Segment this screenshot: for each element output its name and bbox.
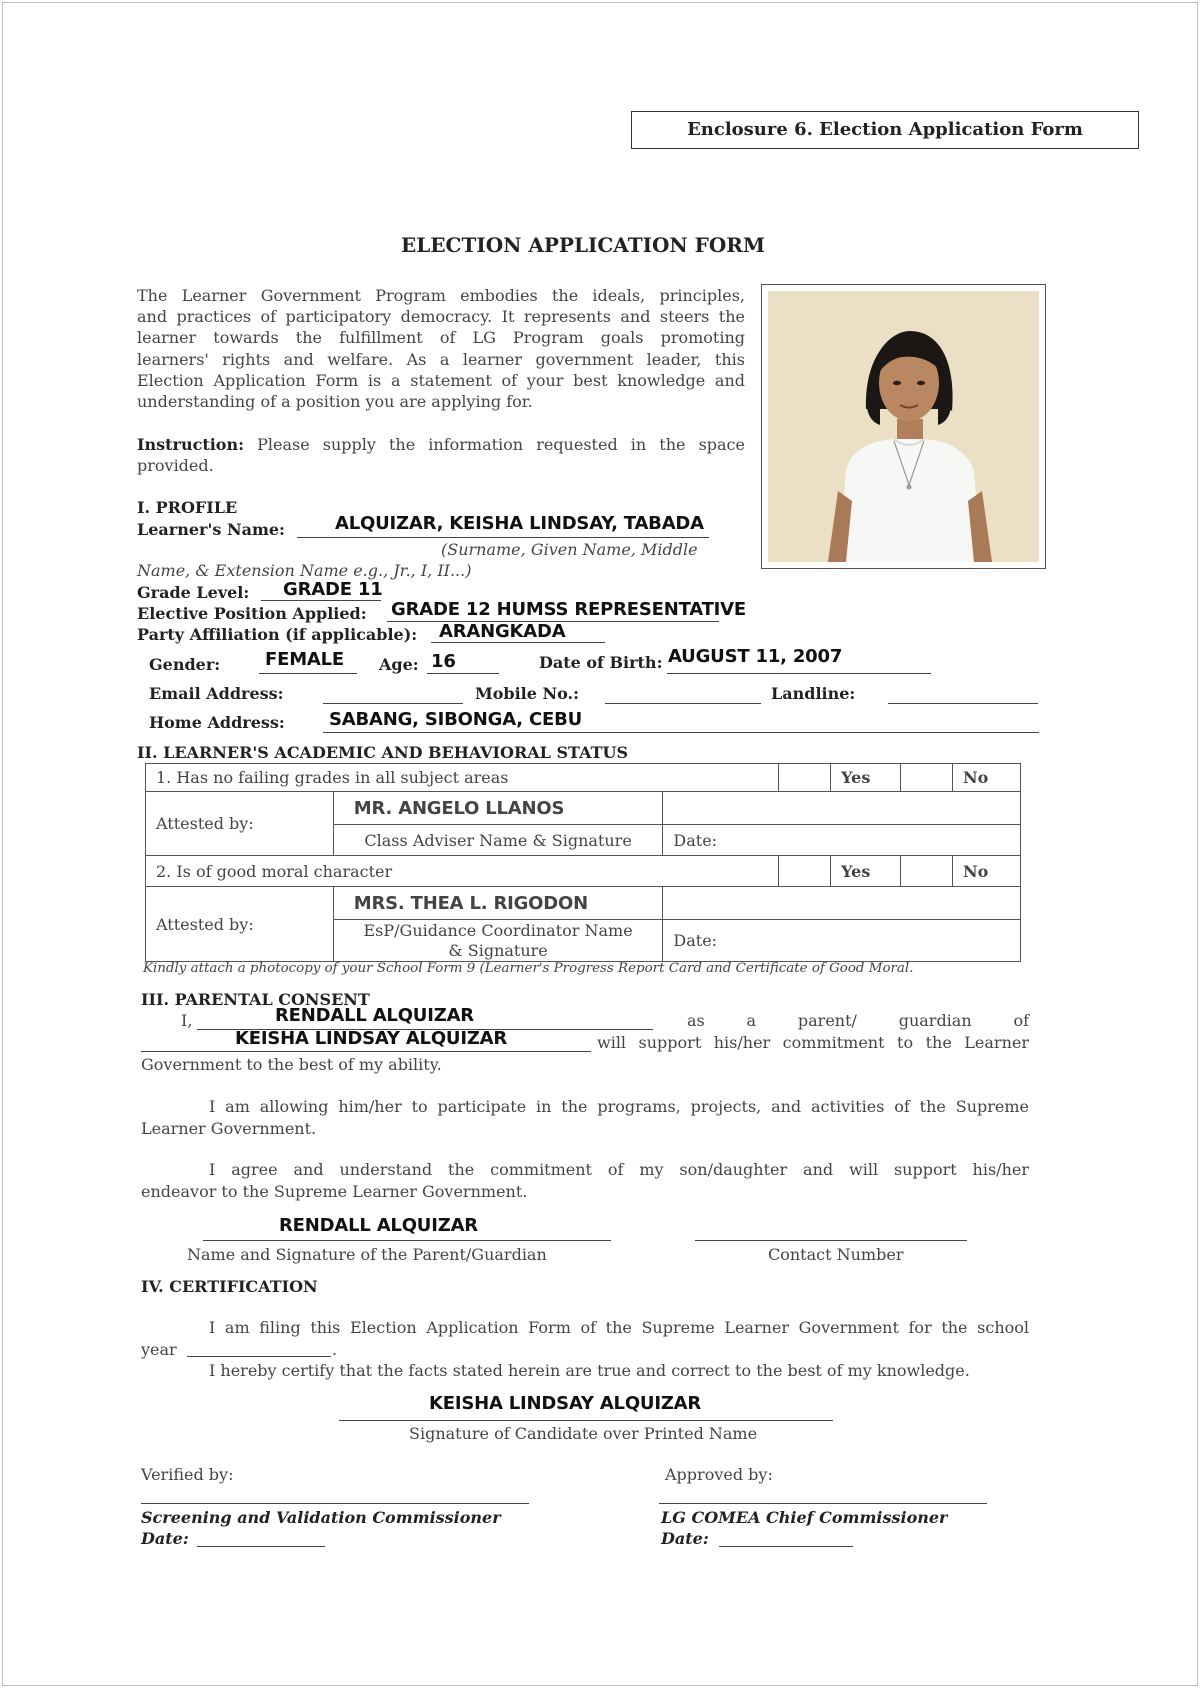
guidance-name-value[interactable]: MRS. THEA L. RIGODON [333, 887, 663, 920]
mobile-label: Mobile No.: [475, 684, 579, 703]
parent-signature-line [203, 1240, 611, 1241]
form-page [2, 2, 1198, 1686]
position-value[interactable]: GRADE 12 HUMSS REPRESENTATIVE [391, 599, 747, 620]
intro-line: The Learner Government Program embodies the ideals, principles, [137, 286, 745, 305]
consent-i-label: I, [181, 1011, 193, 1030]
address-value[interactable]: SABANG, SIBONGA, CEBU [329, 709, 583, 730]
instruction-label: Instruction: [137, 435, 244, 454]
approver-signature-line[interactable] [659, 1503, 987, 1504]
yes-checkbox[interactable] [779, 764, 831, 792]
no-label: No [953, 856, 1021, 887]
approver-date-label: Date: [661, 1529, 709, 1548]
parent-name-value[interactable]: RENDALL ALQUIZAR [275, 1005, 474, 1026]
instruction-text: Please supply the information requested in the space [257, 435, 745, 454]
consent-support-text: will support his/her commitment to the Learner [597, 1033, 1029, 1052]
adviser-date-label[interactable]: Date: [663, 825, 1021, 856]
approver-date-line[interactable] [719, 1546, 853, 1547]
learner-name-label: Learner's Name: [137, 520, 285, 539]
landline-label: Landline: [771, 684, 856, 703]
school-year-line[interactable] [187, 1356, 331, 1357]
verified-by-label: Verified by: [141, 1465, 234, 1484]
guidance-caption-line: & Signature [448, 940, 548, 960]
consent-gov-text: Government to the best of my ability. [141, 1055, 442, 1074]
intro-line: understanding of a position you are applying for. [137, 392, 533, 412]
attested-label: Attested by: [146, 792, 334, 856]
gender-line [259, 673, 357, 674]
dob-line [667, 673, 931, 674]
adviser-caption: Class Adviser Name & Signature [333, 825, 663, 856]
grade-level-line [261, 600, 381, 601]
question-failing-grades: 1. Has no failing grades in all subject areas [146, 764, 779, 792]
age-label: Age: [379, 655, 419, 674]
dob-value[interactable]: AUGUST 11, 2007 [668, 646, 843, 667]
certification-heading: IV. CERTIFICATION [141, 1277, 318, 1296]
learner-name-hint-2: Name, & Extension Name e.g., Jr., I, II...) [137, 561, 472, 580]
consent-as-a: as a parent/ guardian of [687, 1011, 1029, 1030]
contact-number-caption: Contact Number [768, 1245, 904, 1264]
intro-line: learner towards the fulfillment of LG Program goals promoting [137, 328, 745, 348]
photo-frame [761, 284, 1046, 569]
adviser-name-value[interactable]: MR. ANGELO LLANOS [333, 792, 663, 825]
party-label: Party Affiliation (if applicable): [137, 625, 418, 644]
student-portrait-icon [768, 291, 1039, 562]
academic-heading: II. LEARNER'S ACADEMIC AND BEHAVIORAL STATUS [137, 743, 629, 762]
certification-period: . [332, 1340, 338, 1359]
certification-year-label: year [141, 1340, 177, 1359]
guidance-signature-cell[interactable] [663, 887, 1021, 920]
dob-label: Date of Birth: [539, 653, 663, 672]
intro-line: Election Application Form is a statement of your best knowledge and [137, 370, 745, 390]
candidate-signature-caption: Signature of Candidate over Printed Name [409, 1424, 758, 1443]
email-line [323, 703, 463, 704]
child-name-line [141, 1051, 591, 1052]
grade-level-label: Grade Level: [137, 583, 250, 602]
question-good-moral: 2. Is of good moral character [146, 856, 779, 887]
party-value[interactable]: ARANGKADA [439, 621, 566, 642]
address-label: Home Address: [149, 713, 285, 732]
guidance-caption [333, 920, 663, 962]
guidance-date-label[interactable]: Date: [663, 920, 1021, 962]
certification-certify-text: I hereby certify that the facts stated herein are true and correct to the best of my knowledge. [209, 1361, 970, 1380]
candidate-signature-line [339, 1420, 833, 1421]
consent-agree-text: I agree and understand the commitment of my son/daughter and will support his/her [209, 1160, 1029, 1179]
address-line [323, 732, 1039, 733]
mobile-line [605, 703, 761, 704]
enclosure-label-box [631, 111, 1139, 149]
guidance-caption-line: EsP/Guidance Coordinator Name [363, 920, 633, 940]
yes-checkbox[interactable] [779, 856, 831, 887]
no-checkbox[interactable] [901, 856, 953, 887]
contact-number-line[interactable] [695, 1240, 967, 1241]
learner-name-hint: (Surname, Given Name, Middle [441, 540, 698, 559]
instruction [137, 434, 745, 476]
consent-allow-text: I am allowing him/her to participate in the programs, projects, and activities of the Supreme [209, 1097, 1029, 1116]
no-checkbox[interactable] [901, 764, 953, 792]
intro-paragraph [137, 285, 745, 412]
learner-name-value[interactable]: ALQUIZAR, KEISHA LINDSAY, TABADA [335, 513, 704, 534]
position-label: Elective Position Applied: [137, 604, 367, 623]
age-value[interactable]: 16 [431, 651, 456, 672]
email-label: Email Address: [149, 684, 284, 703]
gender-value[interactable]: FEMALE [265, 649, 345, 670]
intro-line: learners' rights and welfare. As a learner government leader, this [137, 349, 745, 369]
consent-agree-text-2: endeavor to the Supreme Learner Government. [141, 1182, 528, 1201]
consent-heading: III. PARENTAL CONSENT [141, 990, 370, 1009]
no-label: No [953, 764, 1021, 792]
yes-label: Yes [831, 764, 901, 792]
learner-name-line [297, 537, 709, 538]
verifier-date-label: Date: [141, 1529, 189, 1548]
age-line [427, 673, 499, 674]
grade-level-value[interactable]: GRADE 11 [283, 579, 383, 600]
intro-line: and practices of participatory democracy. It represents and steers the [137, 307, 745, 327]
certification-filing-text: I am filing this Election Application Form of the Supreme Learner Government for the school [209, 1318, 1029, 1337]
verifier-signature-line[interactable] [141, 1503, 529, 1504]
approved-by-label: Approved by: [665, 1465, 773, 1484]
adviser-signature-cell[interactable] [663, 792, 1021, 825]
chief-commissioner: LG COMEA Chief Commissioner [661, 1508, 948, 1527]
yes-label: Yes [831, 856, 901, 887]
attachment-note: Kindly attach a photocopy of your School Form 9 (Learner's Progress Report Card and Certificate of Good Moral. [143, 961, 914, 976]
party-line [431, 642, 605, 643]
child-name-value[interactable]: KEISHA LINDSAY ALQUIZAR [235, 1028, 508, 1049]
enclosure-label: Enclosure 6. Election Application Form [687, 119, 1083, 140]
consent-allow-text-2: Learner Government. [141, 1119, 317, 1138]
parent-signature-caption: Name and Signature of the Parent/Guardian [187, 1245, 547, 1264]
attested-label: Attested by: [146, 887, 334, 962]
screening-commissioner: Screening and Validation Commissioner [141, 1508, 501, 1527]
profile-heading: I. PROFILE [137, 498, 238, 517]
page-title: ELECTION APPLICATION FORM [400, 233, 765, 257]
verifier-date-line[interactable] [197, 1546, 325, 1547]
instruction-text-2: provided. [137, 456, 214, 475]
gender-label: Gender: [149, 655, 221, 674]
academic-table [145, 763, 1021, 962]
candidate-signature-value[interactable]: KEISHA LINDSAY ALQUIZAR [429, 1393, 702, 1414]
landline-line [888, 703, 1038, 704]
parent-signature-value[interactable]: RENDALL ALQUIZAR [279, 1215, 478, 1236]
